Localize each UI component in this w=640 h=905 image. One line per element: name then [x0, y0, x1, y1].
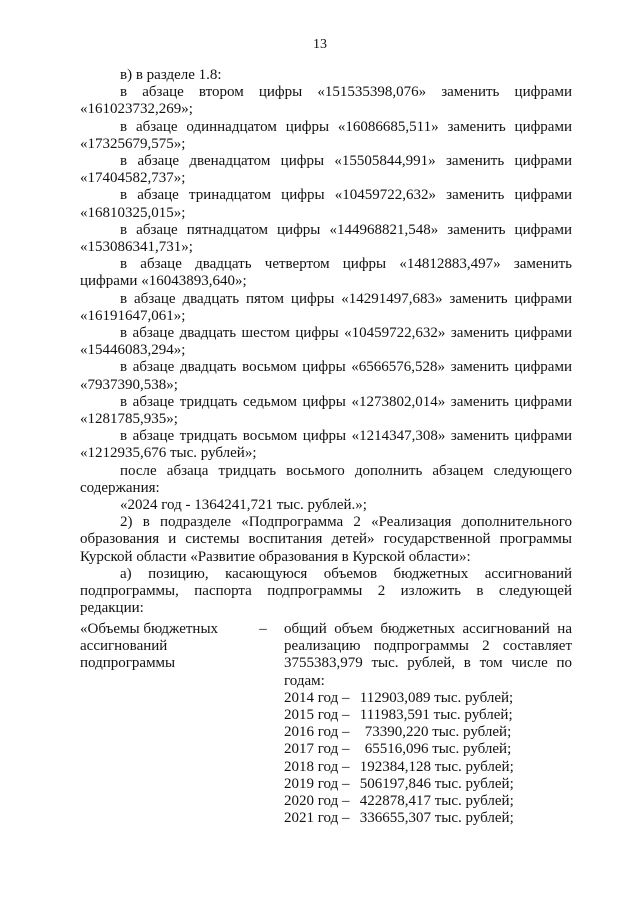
paragraph-amendment-cont: «161023732,269»;	[80, 101, 193, 118]
paragraph-amendment: в абзаце двенадцатом цифры «15505844,991» заменить цифрами	[120, 153, 572, 170]
year-row	[284, 776, 572, 793]
year-amount: 506197,846 тыс. рублей;	[359, 775, 514, 792]
paragraph-amendment-cont: «17404582,737»;	[80, 170, 186, 187]
year-row	[284, 810, 572, 827]
paragraph-amendment: в абзаце пятнадцатом цифры «144968821,548» заменить цифрами	[120, 221, 572, 238]
year-row	[284, 707, 572, 724]
paragraph-subsection-2-cont: Курской области «Развитие образования в Курской области»:	[80, 548, 471, 565]
budget-label-line: «Объемы бюджетных	[80, 621, 219, 637]
budget-label	[80, 621, 250, 673]
paragraph-amendment-cont: «17325679,575»;	[80, 135, 186, 152]
dash-separator: –	[259, 621, 267, 637]
budget-intro-line: общий объем бюджетных ассигнований на	[284, 621, 572, 637]
page-number: 13	[313, 37, 327, 52]
paragraph-amendment-cont: «1281785,935»;	[80, 411, 178, 428]
year-label: 2018 год –	[284, 758, 350, 775]
paragraph-amendment: в абзаце двадцать восьмом цифры «6566576,528» заменить цифрами	[120, 359, 572, 376]
year-row	[284, 690, 572, 707]
document-body	[80, 67, 572, 618]
year-label: 2019 год –	[284, 775, 350, 792]
paragraph-amendment-cont: «15446083,294»;	[80, 342, 186, 359]
year-label: 2017 год –	[284, 741, 350, 758]
paragraph-amendment-cont: «16810325,015»;	[80, 204, 186, 221]
paragraph-amendment: в абзаце тринадцатом цифры «10459722,632» заменить цифрами	[120, 187, 572, 204]
paragraph-amendment: в абзаце двадцать четвертом цифры «14812883,497» заменить	[120, 256, 572, 273]
year-row	[284, 741, 572, 758]
year-amount: 192384,128 тыс. рублей;	[359, 758, 514, 775]
paragraph-amendment-cont: «16191647,061»;	[80, 307, 186, 324]
paragraph-quote-2024: «2024 год - 1364241,721 тыс. рублей.»;	[120, 497, 367, 514]
paragraph-amendment: в абзаце тридцать седьмом цифры «1273802,014» заменить цифрами	[120, 393, 572, 410]
year-amount: 65516,096 тыс. рублей;	[364, 741, 512, 758]
paragraph-addition: после абзаца тридцать восьмого дополнить абзацем следующего	[120, 462, 572, 479]
year-amount: 73390,220 тыс. рублей;	[364, 724, 512, 741]
budget-intro-line: реализацию подпрограммы 2 составляет	[284, 638, 572, 655]
year-label: 2021 год –	[284, 810, 350, 827]
year-amount: 111983,591 тыс. рублей;	[359, 707, 513, 724]
year-label: 2014 год –	[284, 689, 350, 706]
paragraph-amendment-cont: цифрами «16043893,640»;	[80, 273, 247, 290]
paragraph-amendment: в абзаце тридцать восьмом цифры «1214347,308» заменить цифрами	[120, 428, 572, 445]
paragraph-amendment: в абзаце втором цифры «151535398,076» заменить цифрами	[120, 84, 572, 101]
paragraph-amendment-cont: «1212935,676 тыс. рублей»;	[80, 445, 257, 462]
paragraph-amendment-cont: «7937390,538»;	[80, 376, 178, 393]
year-amount: 112903,089 тыс. рублей;	[359, 689, 514, 706]
paragraph-subsection-2-cont: образования и системы воспитания детей» государственной программы	[80, 531, 572, 548]
paragraph-addition-cont: содержания:	[80, 479, 160, 496]
paragraph-amendment: в абзаце двадцать пятом цифры «14291497,683» заменить цифрами	[120, 290, 572, 307]
year-label: 2016 год –	[284, 724, 350, 741]
paragraph-amendment: в абзаце одиннадцатом цифры «16086685,511» заменить цифрами	[120, 118, 572, 135]
year-amount: 422878,417 тыс. рублей;	[359, 793, 514, 810]
budget-label-line: ассигнований	[80, 638, 168, 655]
year-row	[284, 793, 572, 810]
budget-label-line: подпрограммы	[80, 655, 176, 672]
year-label: 2015 год –	[284, 707, 350, 724]
paragraph-section-1-8: в) в разделе 1.8:	[120, 67, 222, 83]
paragraph-item-a: а) позицию, касающуюся объемов бюджетных ассигнований	[120, 565, 572, 582]
budget-content	[284, 621, 572, 827]
budget-intro-line: годам:	[284, 672, 325, 689]
paragraph-item-a-cont: редакции:	[80, 600, 144, 617]
year-row	[284, 759, 572, 776]
paragraph-amendment: в абзаце двадцать шестом цифры «10459722,632» заменить цифрами	[120, 325, 572, 342]
paragraph-subsection-2: 2) в подразделе «Подпрограмма 2 «Реализация дополнительного	[120, 514, 572, 531]
paragraph-amendment-cont: «153086341,731»;	[80, 239, 193, 256]
budget-intro-line: 3755383,979 тыс. рублей, в том числе по	[284, 655, 572, 672]
year-label: 2020 год –	[284, 793, 350, 810]
year-row	[284, 724, 572, 741]
year-amount: 336655,307 тыс. рублей;	[359, 810, 514, 827]
paragraph-item-a-cont: подпрограммы, паспорта подпрограммы 2 изложить в следующей	[80, 583, 572, 600]
